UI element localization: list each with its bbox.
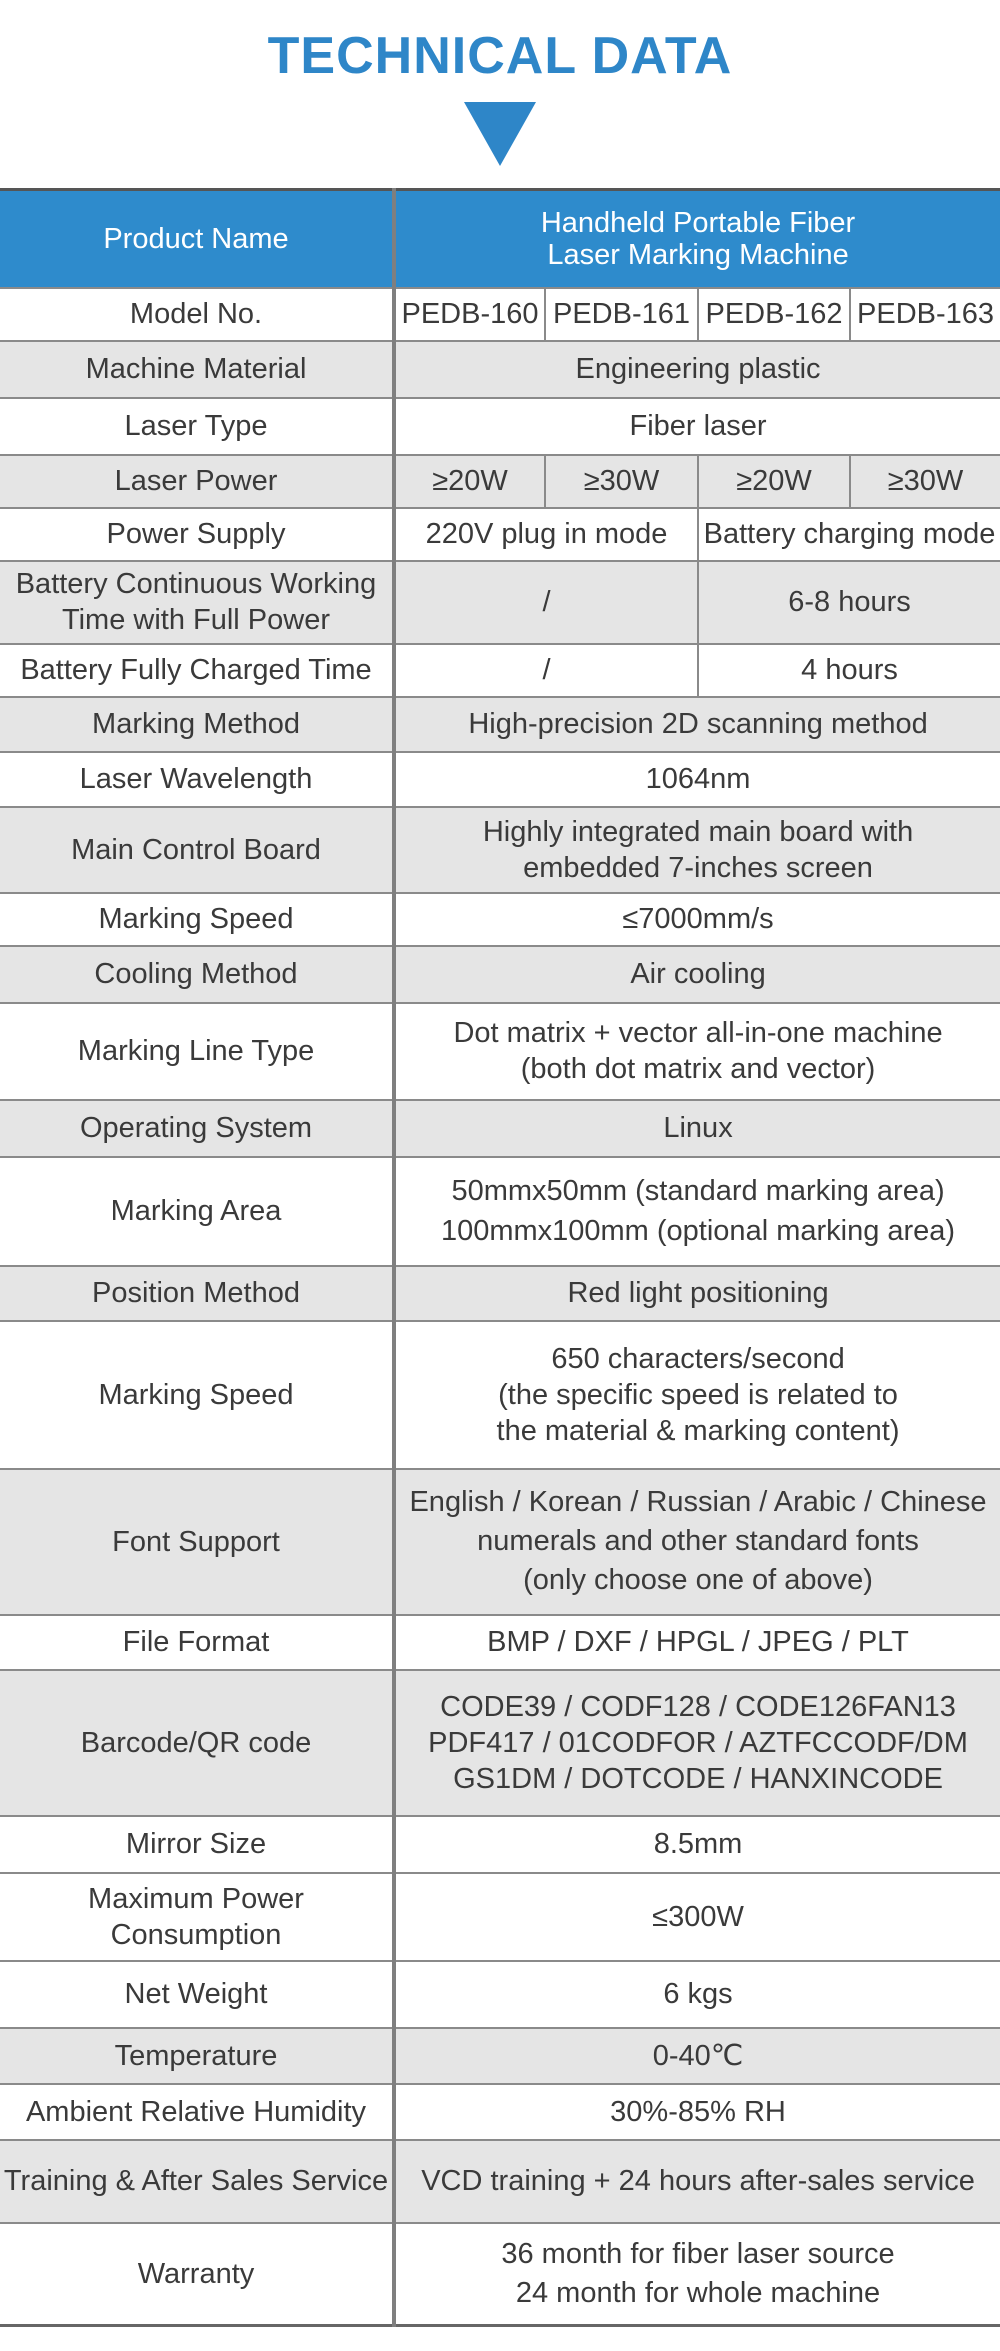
row-value: 650 characters/second (the specific speed is related to the material & marking content) bbox=[394, 1321, 1000, 1469]
row-label: Marking Area bbox=[0, 1157, 394, 1266]
table-row-machine-material bbox=[0, 341, 1000, 398]
row-label: Laser Power bbox=[0, 455, 394, 508]
power-value: ≥20W bbox=[698, 455, 850, 508]
charge-value: 4 hours bbox=[698, 644, 1000, 697]
row-value: 1064nm bbox=[394, 752, 1000, 807]
row-label: Battery Continuous Working Time with Full Power bbox=[0, 561, 394, 644]
table-row-warranty bbox=[0, 2223, 1000, 2326]
battery-value: 6-8 hours bbox=[698, 561, 1000, 644]
table-row-model-no bbox=[0, 288, 1000, 341]
row-label: Main Control Board bbox=[0, 807, 394, 893]
row-label: Marking Line Type bbox=[0, 1003, 394, 1100]
row-label: Ambient Relative Humidity bbox=[0, 2084, 394, 2140]
table-row-max-power bbox=[0, 1873, 1000, 1961]
row-value: 0-40℃ bbox=[394, 2028, 1000, 2084]
row-label: Warranty bbox=[0, 2223, 394, 2326]
table-row-humidity bbox=[0, 2084, 1000, 2140]
row-value: BMP / DXF / HPGL / JPEG / PLT bbox=[394, 1615, 1000, 1670]
row-label: Battery Fully Charged Time bbox=[0, 644, 394, 697]
model-value: PEDB-161 bbox=[545, 288, 698, 341]
row-value: 6 kgs bbox=[394, 1961, 1000, 2028]
row-label: Position Method bbox=[0, 1266, 394, 1321]
charge-value: / bbox=[394, 644, 698, 697]
row-label: Maximum Power Consumption bbox=[0, 1873, 394, 1961]
row-value: ≤7000mm/s bbox=[394, 893, 1000, 946]
row-value: Red light positioning bbox=[394, 1266, 1000, 1321]
table-row-product-name bbox=[0, 190, 1000, 288]
table-row-training bbox=[0, 2140, 1000, 2223]
row-label: Temperature bbox=[0, 2028, 394, 2084]
model-value: PEDB-160 bbox=[394, 288, 545, 341]
row-value: VCD training + 24 hours after-sales service bbox=[394, 2140, 1000, 2223]
table-row-marking-area bbox=[0, 1157, 1000, 1266]
row-value: ≤300W bbox=[394, 1873, 1000, 1961]
table-row-laser-power bbox=[0, 455, 1000, 508]
power-value: ≥30W bbox=[850, 455, 1000, 508]
table-row-operating-system bbox=[0, 1100, 1000, 1157]
row-value: Linux bbox=[394, 1100, 1000, 1157]
supply-value: Battery charging mode bbox=[698, 508, 1000, 561]
power-value: ≥20W bbox=[394, 455, 545, 508]
row-value: High-precision 2D scanning method bbox=[394, 697, 1000, 752]
page-header bbox=[0, 0, 1000, 188]
table-row-laser-wavelength bbox=[0, 752, 1000, 807]
row-label: Laser Type bbox=[0, 398, 394, 455]
table-row-font-support bbox=[0, 1469, 1000, 1615]
battery-value: / bbox=[394, 561, 698, 644]
table-row-marking-speed bbox=[0, 893, 1000, 946]
row-value: 36 month for fiber laser source 24 month for whole machine bbox=[394, 2223, 1000, 2326]
row-value: Handheld Portable Fiber Laser Marking Machine bbox=[394, 190, 1000, 288]
table-row-marking-method bbox=[0, 697, 1000, 752]
table-row-battery-working bbox=[0, 561, 1000, 644]
table-row-mirror-size bbox=[0, 1816, 1000, 1873]
row-label: Model No. bbox=[0, 288, 394, 341]
row-label: Product Name bbox=[0, 190, 394, 288]
row-label: Training & After Sales Service bbox=[0, 2140, 394, 2223]
row-label: Machine Material bbox=[0, 341, 394, 398]
row-value: 30%-85% RH bbox=[394, 2084, 1000, 2140]
row-label: Laser Wavelength bbox=[0, 752, 394, 807]
table-row-barcode bbox=[0, 1670, 1000, 1816]
supply-value: 220V plug in mode bbox=[394, 508, 698, 561]
row-label: Net Weight bbox=[0, 1961, 394, 2028]
table-row-battery-charged bbox=[0, 644, 1000, 697]
row-value: English / Korean / Russian / Arabic / Chinese numerals and other standard fonts (only choose one of above) bbox=[394, 1469, 1000, 1615]
model-value: PEDB-162 bbox=[698, 288, 850, 341]
row-label: Marking Method bbox=[0, 697, 394, 752]
table-row-laser-type bbox=[0, 398, 1000, 455]
row-value: Engineering plastic bbox=[394, 341, 1000, 398]
row-label: File Format bbox=[0, 1615, 394, 1670]
technical-data-table bbox=[0, 188, 1000, 2327]
row-value: Fiber laser bbox=[394, 398, 1000, 455]
power-value: ≥30W bbox=[545, 455, 698, 508]
row-value: CODE39 / CODF128 / CODE126FAN13 PDF417 / 01CODFOR / AZTFCCODF/DM GS1DM / DOTCODE / HANXINCODE bbox=[394, 1670, 1000, 1816]
row-value: Dot matrix + vector all-in-one machine (both dot matrix and vector) bbox=[394, 1003, 1000, 1100]
page-title: TECHNICAL DATA bbox=[267, 27, 733, 85]
row-label: Barcode/QR code bbox=[0, 1670, 394, 1816]
row-label: Mirror Size bbox=[0, 1816, 394, 1873]
table-row-file-format bbox=[0, 1615, 1000, 1670]
table-row-net-weight bbox=[0, 1961, 1000, 2028]
row-value: Highly integrated main board with embedded 7-inches screen bbox=[394, 807, 1000, 893]
row-label: Cooling Method bbox=[0, 946, 394, 1003]
row-label: Font Support bbox=[0, 1469, 394, 1615]
row-value: 50mmx50mm (standard marking area) 100mmx100mm (optional marking area) bbox=[394, 1157, 1000, 1266]
row-label: Operating System bbox=[0, 1100, 394, 1157]
row-value: 8.5mm bbox=[394, 1816, 1000, 1873]
model-value: PEDB-163 bbox=[850, 288, 1000, 341]
row-value: Air cooling bbox=[394, 946, 1000, 1003]
row-label: Marking Speed bbox=[0, 1321, 394, 1469]
table-row-cooling-method bbox=[0, 946, 1000, 1003]
table-row-position-method bbox=[0, 1266, 1000, 1321]
table-row-marking-speed-characters bbox=[0, 1321, 1000, 1469]
row-label: Marking Speed bbox=[0, 893, 394, 946]
table-row-marking-line-type bbox=[0, 1003, 1000, 1100]
down-arrow-icon bbox=[464, 102, 536, 166]
row-label: Power Supply bbox=[0, 508, 394, 561]
table-row-temperature bbox=[0, 2028, 1000, 2084]
table-row-power-supply bbox=[0, 508, 1000, 561]
table-row-main-board bbox=[0, 807, 1000, 893]
